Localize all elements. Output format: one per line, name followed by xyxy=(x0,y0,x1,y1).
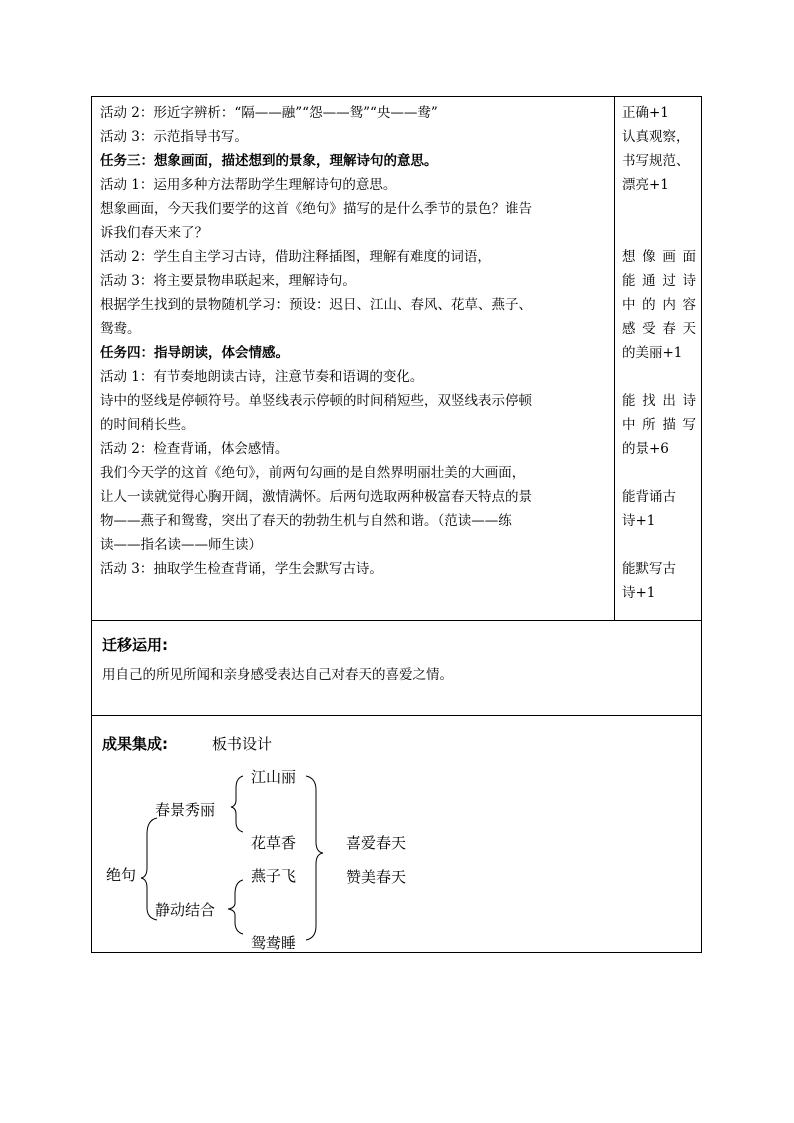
board-root: 绝句 xyxy=(106,866,137,884)
score-line: 中所描写 xyxy=(622,417,696,433)
board-summary-1: 喜爱春天 xyxy=(346,834,407,852)
score-line: 书写规范、 xyxy=(622,153,690,169)
activity-line: 读——指名读——师生读） xyxy=(100,537,262,553)
score-line: 诗+1 xyxy=(622,585,656,601)
activity-line: 活动 3：示范指导书写。 xyxy=(100,129,248,145)
board-leaf-3: 燕子飞 xyxy=(251,867,297,885)
brace-branch-1 xyxy=(231,776,243,832)
activity-line: 的时间稍长些。 xyxy=(100,417,195,433)
activity-line: 活动 1：有节奏地朗读古诗，注意节奏和语调的变化。 xyxy=(100,369,424,385)
board-leaf-1: 江山丽 xyxy=(251,768,297,786)
activity-line: 想象画面，今天我们要学的这首《绝句》描写的是什么季节的景色？谁告 xyxy=(100,201,532,217)
activity-line: 活动 3：抽取学生检查背诵，学生会默写古诗。 xyxy=(100,561,383,577)
achievement-title: 成果集成: xyxy=(102,735,168,753)
board-design-label: 板书设计 xyxy=(212,735,273,753)
activity-line: 活动 2：检查背诵，体会感情。 xyxy=(100,441,289,457)
activity-line: 让人一读就觉得心胸开阔，激情满怀。后两句选取两种极富春天特点的景 xyxy=(100,489,532,505)
task-heading: 任务四：指导朗读，体会情感。 xyxy=(100,345,289,361)
activity-line: 诗中的竖线是停顿符号。单竖线表示停顿的时间稍短些，双竖线表示停顿 xyxy=(100,393,532,409)
score-line: 漂亮+1 xyxy=(622,177,669,193)
activity-line: 物——燕子和鸳鸯，突出了春天的勃勃生机与自然和谐。（范读——练 xyxy=(100,513,512,529)
brace-summary xyxy=(306,776,323,940)
activity-line: 活动 2：形近字辨析：“隔——融”“怨——鸳”“央——鸯” xyxy=(100,105,438,121)
board-leaf-2: 花草香 xyxy=(251,834,297,852)
board-leaf-4: 鸳鸯睡 xyxy=(251,934,297,952)
transfer-body: 用自己的所见所闻和亲身感受表达自己对春天的喜爱之情。 xyxy=(102,667,453,683)
score-line: 诗+1 xyxy=(622,513,656,529)
score-line: 能通过诗 xyxy=(622,273,696,289)
score-line: 正确+1 xyxy=(622,105,669,121)
task-heading: 任务三：想象画面，描述想到的景象，理解诗句的意思。 xyxy=(100,153,438,169)
score-line: 认真观察， xyxy=(622,129,690,145)
score-line: 的美丽+1 xyxy=(622,345,683,361)
board-branch-2: 静动结合 xyxy=(155,901,216,919)
brace-branch-2 xyxy=(228,880,243,934)
score-line: 能背诵古 xyxy=(622,489,676,505)
activity-line: 根据学生找到的景物随机学习：预设：迟日、江山、春风、花草、燕子、 xyxy=(100,297,532,313)
activity-line: 活动 1：运用多种方法帮助学生理解诗句的意思。 xyxy=(100,177,397,193)
activity-line: 活动 3：将主要景物串联起来，理解诗句。 xyxy=(100,273,356,289)
activity-line: 鸳鸯。 xyxy=(100,321,141,337)
score-line: 想像画面 xyxy=(622,249,696,265)
board-summary-2: 赞美春天 xyxy=(346,868,407,886)
brace-root xyxy=(141,818,157,920)
transfer-title: 迁移运用: xyxy=(102,636,168,654)
board-branch-1: 春景秀丽 xyxy=(155,801,216,819)
activity-line: 活动 2：学生自主学习古诗，借助注释插图，理解有难度的词语， xyxy=(100,249,491,265)
activity-line: 诉我们春天来了？ xyxy=(100,225,208,241)
score-line: 中的内容 xyxy=(622,297,696,313)
score-line: 能找出诗 xyxy=(622,393,696,409)
score-line: 的景+6 xyxy=(622,441,669,457)
activity-line: 我们今天学的这首《绝句》，前两句勾画的是自然界明丽壮美的大画面， xyxy=(100,465,526,481)
score-line: 感受春天 xyxy=(622,321,696,337)
score-line: 能默写古 xyxy=(622,561,676,577)
